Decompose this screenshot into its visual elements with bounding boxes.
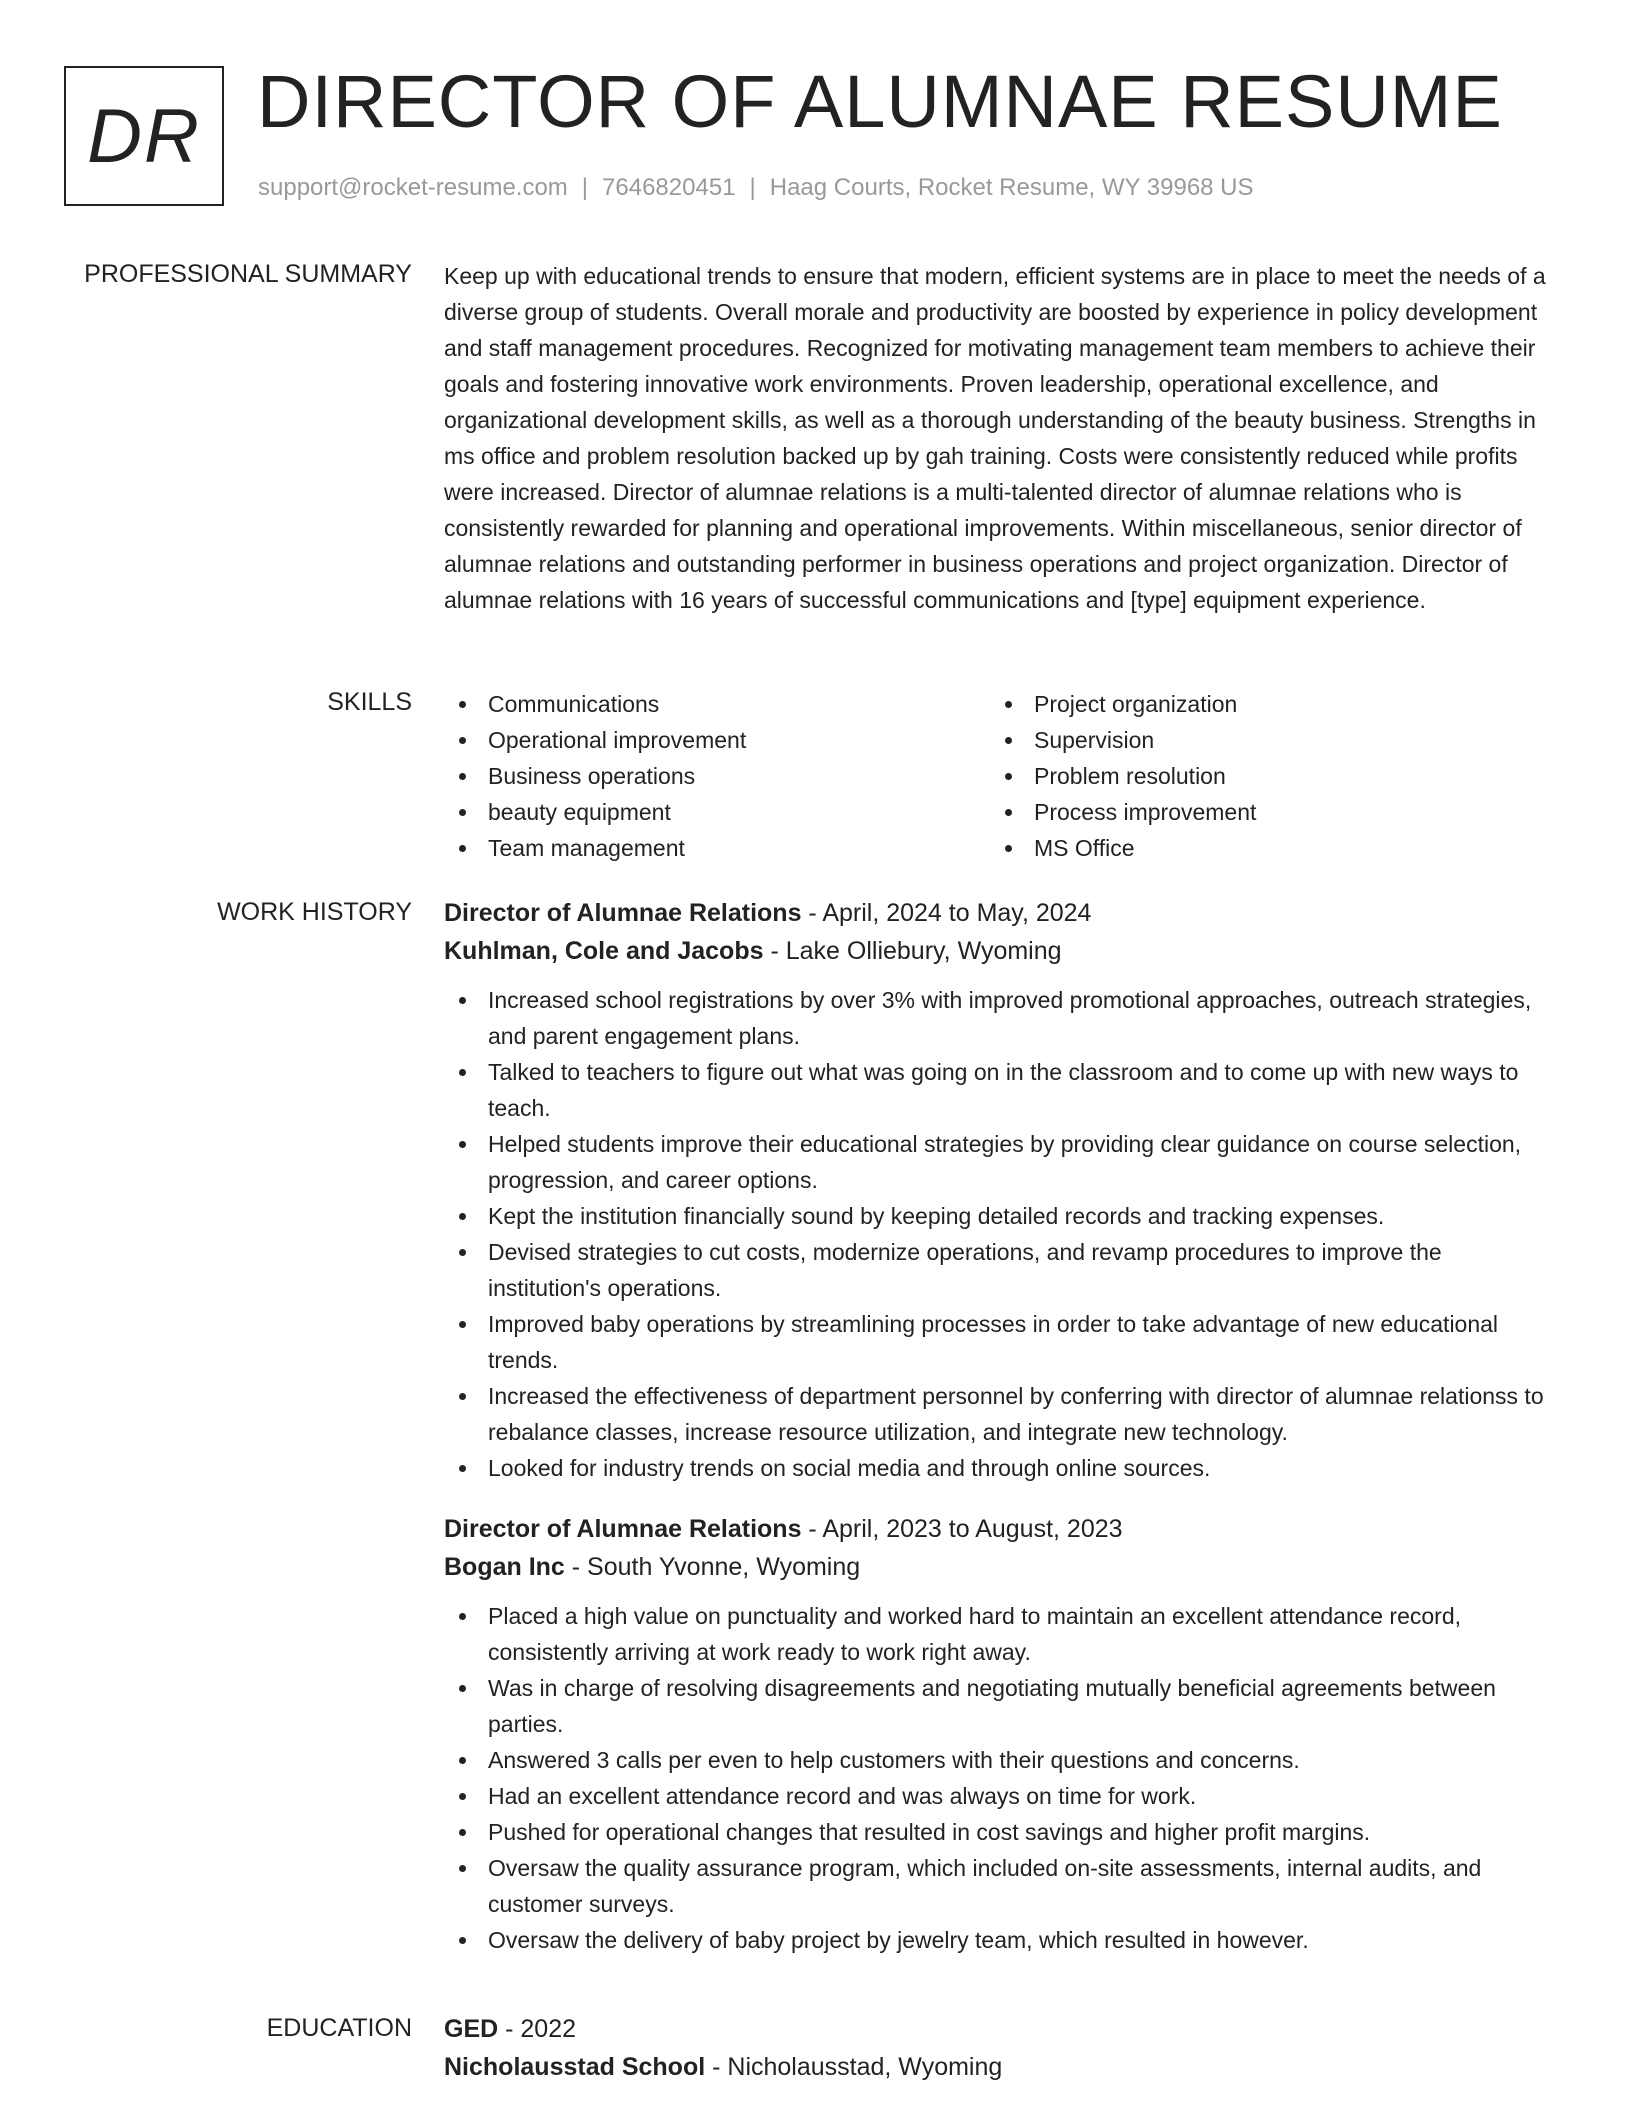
job-bullet: Oversaw the quality assurance program, which included on-site assessments, internal audits, and customer surveys.: [444, 1850, 1556, 1922]
job-title-line: [444, 1510, 1556, 1548]
job-bullet: Increased the effectiveness of department personnel by conferring with director of alumnae relationss to rebalance classes, increase resource utilization, and integrate new technology.: [444, 1378, 1556, 1450]
job-bullet: Helped students improve their educational strategies by providing clear guidance on course selection, progression, and career options.: [444, 1126, 1556, 1198]
job-title: Director of Alumnae Relations: [444, 899, 802, 927]
job-bullet: Kept the institution financially sound by keeping detailed records and tracking expenses.: [444, 1198, 1556, 1234]
job-title-line: [444, 894, 1556, 932]
job-bullets: [444, 1598, 1556, 1958]
job-bullet: Pushed for operational changes that resulted in cost savings and higher profit margins.: [444, 1814, 1556, 1850]
skill-item: MS Office: [990, 830, 1536, 866]
job-location: - South Yvonne, Wyoming: [564, 1553, 861, 1581]
job-dates: - April, 2023 to August, 2023: [801, 1515, 1123, 1543]
contact-separator: |: [749, 174, 756, 201]
resume-title: DIRECTOR OF ALUMNAE RESUME: [257, 60, 1503, 143]
skill-item: beauty equipment: [444, 794, 990, 830]
job-bullet: Was in charge of resolving disagreements and negotiating mutually beneficial agreements between parties.: [444, 1670, 1556, 1742]
education-school-line: [444, 2048, 1556, 2086]
work-history-heading: WORK HISTORY: [217, 898, 412, 926]
job-company: Bogan Inc: [444, 1553, 565, 1581]
job-bullets: [444, 982, 1556, 1486]
job-location: - Lake Olliebury, Wyoming: [763, 937, 1062, 965]
job-entry: [444, 1510, 1556, 1958]
job-dates: - April, 2024 to May, 2024: [801, 899, 1092, 927]
contact-line: [258, 174, 1254, 202]
job-company: Kuhlman, Cole and Jacobs: [444, 937, 764, 965]
education-year: - 2022: [498, 2015, 577, 2043]
skill-item: Team management: [444, 830, 990, 866]
education-location: - Nicholausstad, Wyoming: [705, 2053, 1003, 2081]
skill-item: Project organization: [990, 686, 1536, 722]
skill-item: Supervision: [990, 722, 1536, 758]
skill-item: Communications: [444, 686, 990, 722]
job-bullet: Had an excellent attendance record and was always on time for work.: [444, 1778, 1556, 1814]
skill-item: Problem resolution: [990, 758, 1536, 794]
monogram-badge: DR: [64, 66, 224, 206]
skills-heading: SKILLS: [327, 688, 412, 716]
contact-address: Haag Courts, Rocket Resume, WY 39968 US: [769, 174, 1254, 201]
job-company-line: [444, 932, 1556, 970]
skill-item: Process improvement: [990, 794, 1536, 830]
education-degree-line: [444, 2010, 1556, 2048]
job-entry: [444, 894, 1556, 1486]
education-degree: GED: [444, 2015, 499, 2043]
job-bullet: Increased school registrations by over 3% with improved promotional approaches, outreach strategies, and parent engagement plans.: [444, 982, 1556, 1054]
job-bullet: Looked for industry trends on social media and through online sources.: [444, 1450, 1556, 1486]
skills-list-left: [444, 686, 990, 866]
job-bullet: Oversaw the delivery of baby project by jewelry team, which resulted in however.: [444, 1922, 1556, 1958]
job-title: Director of Alumnae Relations: [444, 1515, 802, 1543]
contact-separator: |: [581, 174, 589, 201]
job-company-line: [444, 1548, 1556, 1586]
job-bullet: Improved baby operations by streamlining processes in order to take advantage of new educational trends.: [444, 1306, 1556, 1378]
contact-email[interactable]: support@rocket-resume.com: [258, 174, 568, 201]
summary-heading: PROFESSIONAL SUMMARY: [84, 260, 412, 288]
summary-text: Keep up with educational trends to ensure that modern, efficient systems are in place to meet the needs of a diverse group of students. Overall morale and productivity are boosted by experience in policy development and staff management procedures. Recognized for motivating management team members to achieve their goals and fostering innovative work environments. Proven leadership, operational excellence, and organizational development skills, as well as a thorough understanding of the beauty business. Strengths in ms office and problem resolution backed up by gah training. Costs were consistently reduced while profits were increased. Director of alumnae relations is a multi-talented director of alumnae relations who is consistently rewarded for planning and operational improvements. Within miscellaneous, senior director of alumnae relations and outstanding performer in business operations and project organization. Director of alumnae relations with 16 years of successful communications and [type] equipment experience.: [444, 263, 1546, 613]
education-heading: EDUCATION: [266, 2014, 412, 2042]
job-bullet: Answered 3 calls per even to help customers with their questions and concerns.: [444, 1742, 1556, 1778]
skill-item: Operational improvement: [444, 722, 990, 758]
job-bullet: Devised strategies to cut costs, modernize operations, and revamp procedures to improve the institution's operations.: [444, 1234, 1556, 1306]
education-school: Nicholausstad School: [444, 2053, 706, 2081]
contact-phone[interactable]: 7646820451: [602, 174, 736, 201]
job-bullet: Talked to teachers to figure out what was going on in the classroom and to come up with new ways to teach.: [444, 1054, 1556, 1126]
skill-item: Business operations: [444, 758, 990, 794]
skills-list-right: [990, 686, 1536, 866]
job-bullet: Placed a high value on punctuality and worked hard to maintain an excellent attendance record, consistently arriving at work ready to work right away.: [444, 1598, 1556, 1670]
